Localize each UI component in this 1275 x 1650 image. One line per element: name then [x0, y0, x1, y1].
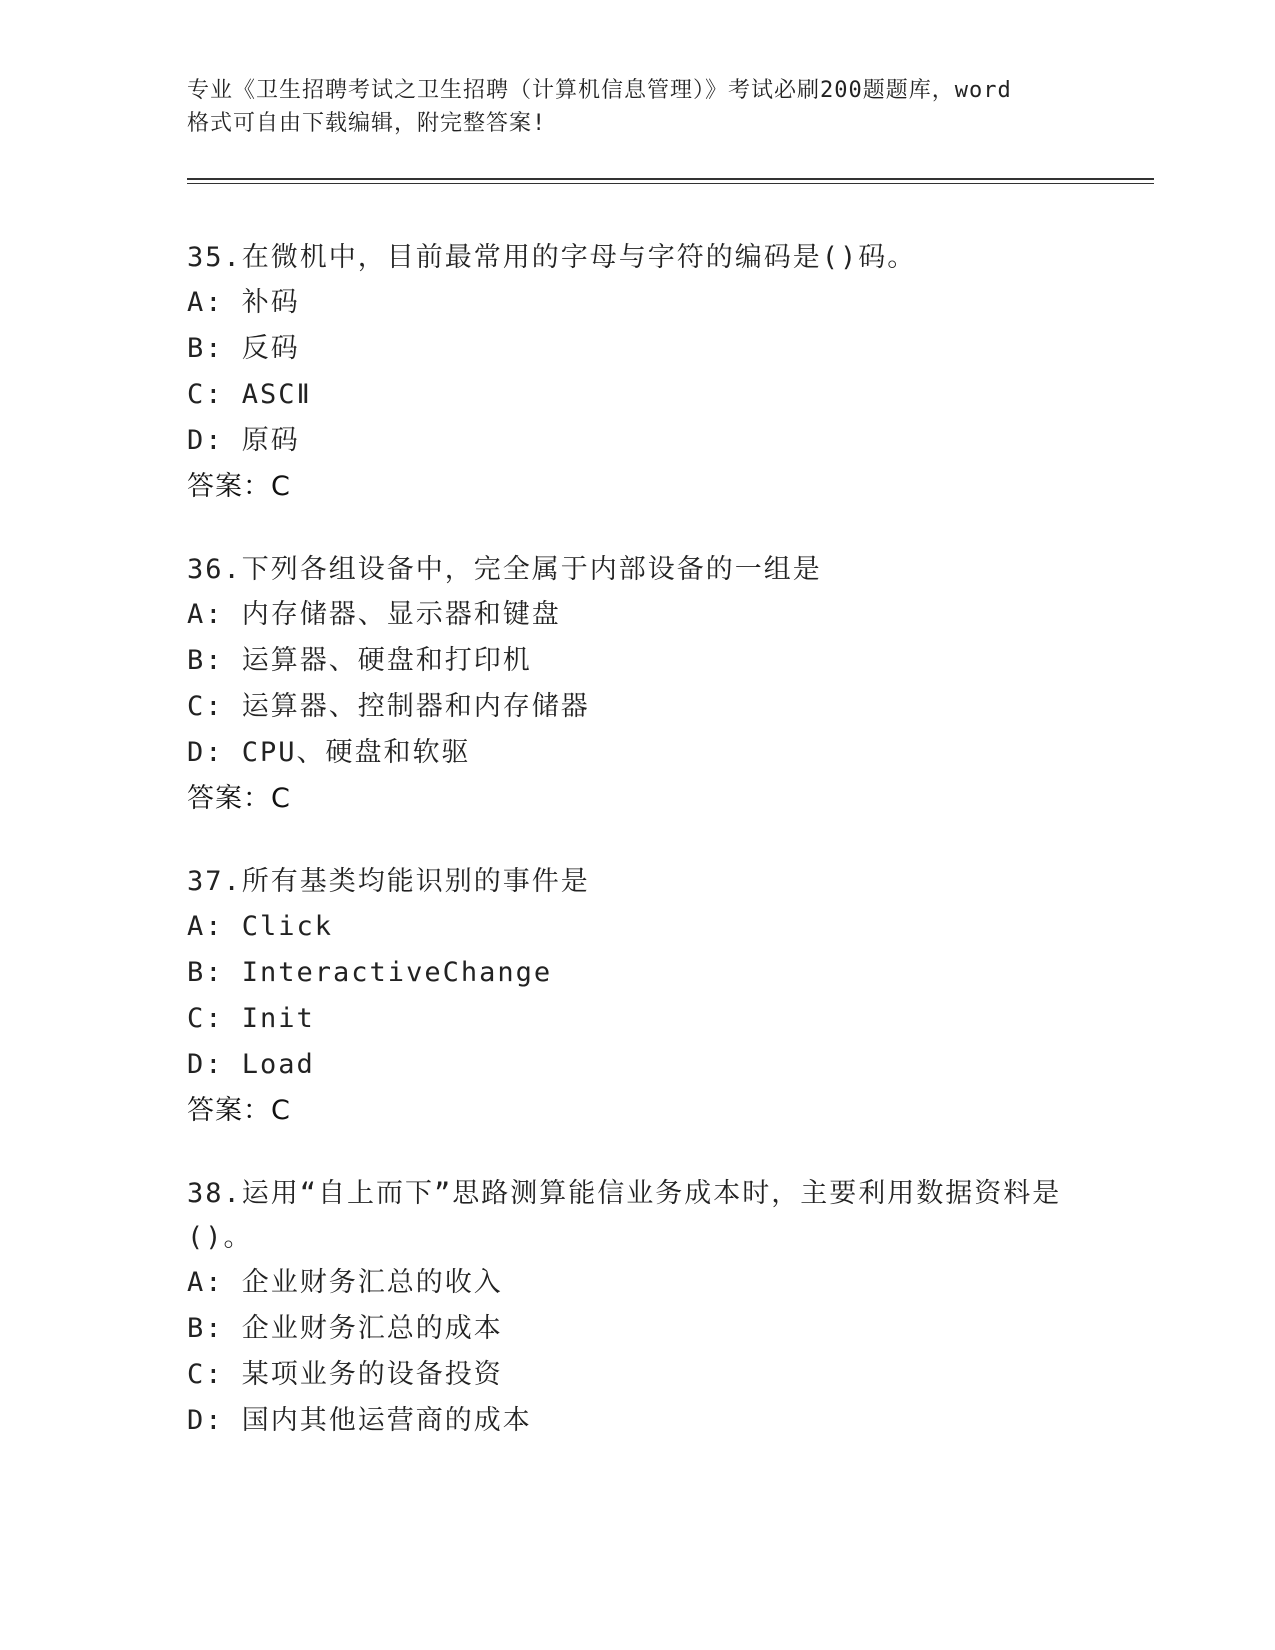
option-d: D: CPU、硬盘和软驱 [187, 737, 471, 768]
answer: 答案：C [187, 783, 291, 814]
question-stem: 37.所有基类均能识别的事件是 [187, 866, 590, 897]
option-a: A: 企业财务汇总的收入 [187, 1267, 503, 1298]
question-list [187, 236, 1107, 1482]
option-b: B: 企业财务汇总的成本 [187, 1313, 503, 1344]
header-divider-thick [187, 178, 1154, 180]
header-line-2: 格式可自由下载编辑，附完整答案! [187, 111, 547, 136]
question-stem: 36.下列各组设备中，完全属于内部设备的一组是 [187, 554, 822, 585]
question-stem-line-1: 38.运用“自上而下”思路测算能信业务成本时，主要利用数据资料是 [187, 1178, 1062, 1209]
option-c: C: 某项业务的设备投资 [187, 1359, 503, 1390]
option-d: D: 原码 [187, 425, 300, 456]
option-a: A: 内存储器、显示器和键盘 [187, 599, 561, 630]
option-b: B: 反码 [187, 333, 300, 364]
header-line-1: 专业《卫生招聘考试之卫生招聘（计算机信息管理）》考试必刷200题题库，word [187, 78, 1012, 103]
header-divider-thin [187, 183, 1154, 184]
document-header [187, 74, 1087, 140]
question-35 [187, 236, 1107, 510]
question-38 [187, 1172, 1107, 1444]
question-36 [187, 548, 1107, 822]
question-stem: 35.在微机中，目前最常用的字母与字符的编码是()码。 [187, 242, 917, 273]
option-a: A: Click [187, 911, 334, 942]
answer: 答案：C [187, 471, 291, 502]
answer: 答案：C [187, 1095, 291, 1126]
option-a: A: 补码 [187, 287, 300, 318]
option-d: D: Load [187, 1049, 315, 1080]
option-d: D: 国内其他运营商的成本 [187, 1405, 532, 1436]
option-c: C: 运算器、控制器和内存储器 [187, 691, 590, 722]
option-b: B: 运算器、硬盘和打印机 [187, 645, 532, 676]
option-c: C: ASCⅡ [187, 379, 312, 410]
question-37 [187, 860, 1107, 1134]
question-stem-line-2: ()。 [187, 1222, 253, 1253]
option-b: B: InteractiveChange [187, 957, 553, 988]
option-c: C: Init [187, 1003, 315, 1034]
